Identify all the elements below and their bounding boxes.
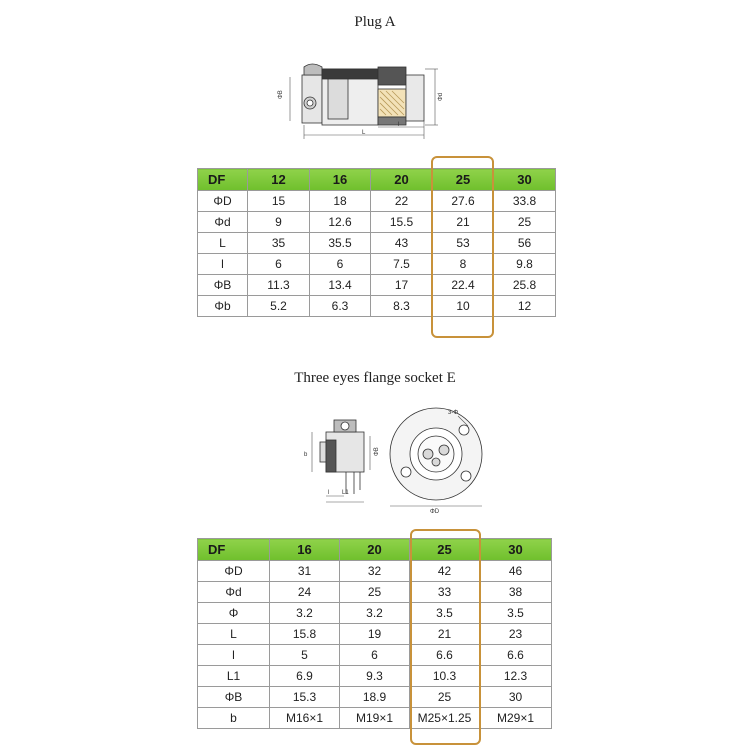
table-cell: 43: [371, 233, 433, 254]
table-row: [198, 582, 552, 603]
header-cell: 12: [248, 169, 310, 191]
header-cell: 20: [371, 169, 433, 191]
table-cell: 3.2: [270, 603, 340, 624]
table-cell: 9.8: [494, 254, 556, 275]
table-cell: M25×1.25: [410, 708, 480, 729]
row-label: Φ: [198, 603, 270, 624]
header-label: DF: [198, 169, 248, 191]
header-cell: 20: [340, 539, 410, 561]
table-cell: 6.6: [410, 645, 480, 666]
table-cell: 22.4: [433, 275, 494, 296]
socket-e-b-label: b: [304, 452, 308, 458]
table-row: [198, 561, 552, 582]
table-header-row: [198, 539, 552, 561]
table-row: [198, 603, 552, 624]
row-label: L: [198, 233, 248, 254]
table-cell: 6: [310, 254, 371, 275]
table-row: [198, 254, 556, 275]
table-cell: 6: [340, 645, 410, 666]
table-header-row: [198, 169, 556, 191]
header-label: DF: [198, 539, 270, 561]
socket-e-L1-label: L1: [342, 490, 349, 496]
table-cell: 5.2: [248, 296, 310, 317]
table-cell: 8.3: [371, 296, 433, 317]
row-label: ΦB: [198, 687, 270, 708]
table-cell: 6: [248, 254, 310, 275]
table-cell: 18.9: [340, 687, 410, 708]
table-cell: 11.3: [248, 275, 310, 296]
table-cell: 3.2: [340, 603, 410, 624]
plug-a-table: [197, 168, 556, 317]
header-cell: 16: [270, 539, 340, 561]
socket-e-table: [197, 538, 552, 729]
table-cell: 17: [371, 275, 433, 296]
plug-a-highlight-frame: [431, 156, 494, 338]
socket-e-title: Three eyes flange socket E: [294, 370, 456, 386]
plug-a-phid-label: Φd: [438, 92, 444, 101]
row-label: l: [198, 254, 248, 275]
table-cell: 25: [340, 582, 410, 603]
table-cell: M19×1: [340, 708, 410, 729]
table-cell: 3.5: [480, 603, 552, 624]
table-row: [198, 191, 556, 212]
table-cell: 15: [248, 191, 310, 212]
table-cell: M16×1: [270, 708, 340, 729]
table-cell: 5: [270, 645, 340, 666]
table-cell: 18: [310, 191, 371, 212]
table-cell: 9: [248, 212, 310, 233]
table-cell: 27.6: [433, 191, 494, 212]
row-label: ΦD: [198, 191, 248, 212]
header-cell: 16: [310, 169, 371, 191]
row-label: ΦB: [198, 275, 248, 296]
socket-e-holes-label: 3-Φ: [448, 410, 459, 416]
table-row: [198, 296, 556, 317]
socket-e-highlight-frame: [410, 529, 481, 745]
table-cell: 3.5: [410, 603, 480, 624]
row-label: Φb: [198, 296, 248, 317]
header-cell: 30: [480, 539, 552, 561]
table-row: [198, 708, 552, 729]
table-cell: 9.3: [340, 666, 410, 687]
table-cell: 15.3: [270, 687, 340, 708]
table-cell: 35: [248, 233, 310, 254]
table-cell: 12.6: [310, 212, 371, 233]
table-cell: 10.3: [410, 666, 480, 687]
table-cell: 38: [480, 582, 552, 603]
table-cell: 12.3: [480, 666, 552, 687]
socket-e-phib-label: ΦB: [374, 447, 380, 456]
table-cell: 53: [433, 233, 494, 254]
table-cell: 13.4: [310, 275, 371, 296]
table-cell: 10: [433, 296, 494, 317]
table-cell: 30: [480, 687, 552, 708]
table-cell: 22: [371, 191, 433, 212]
table-cell: 46: [480, 561, 552, 582]
table-cell: 31: [270, 561, 340, 582]
row-label: Φd: [198, 212, 248, 233]
table-row: [198, 275, 556, 296]
plug-a-title: Plug A: [354, 14, 396, 30]
header-cell: 25: [433, 169, 494, 191]
table-row: [198, 624, 552, 645]
table-cell: 25.8: [494, 275, 556, 296]
socket-e-phiD-label: ΦD: [430, 509, 440, 514]
table-cell: 35.5: [310, 233, 371, 254]
row-label: ΦD: [198, 561, 270, 582]
table-cell: 33.8: [494, 191, 556, 212]
header-cell: 25: [410, 539, 480, 561]
table-cell: 33: [410, 582, 480, 603]
table-cell: 56: [494, 233, 556, 254]
table-row: [198, 666, 552, 687]
table-cell: 23: [480, 624, 552, 645]
row-label: L: [198, 624, 270, 645]
table-row: [198, 687, 552, 708]
table-cell: 15.8: [270, 624, 340, 645]
row-label: b: [198, 708, 270, 729]
table-cell: 42: [410, 561, 480, 582]
table-cell: 24: [270, 582, 340, 603]
plug-a-drawing: [270, 55, 450, 145]
plug-a-phib-label: ΦB: [278, 90, 284, 99]
table-cell: 19: [340, 624, 410, 645]
header-cell: 30: [494, 169, 556, 191]
table-cell: 15.5: [371, 212, 433, 233]
table-row: [198, 645, 552, 666]
table-cell: 21: [433, 212, 494, 233]
table-row: [198, 233, 556, 254]
table-cell: 21: [410, 624, 480, 645]
socket-e-l-label: l: [328, 490, 330, 496]
table-cell: 6.9: [270, 666, 340, 687]
table-row: [198, 212, 556, 233]
table-cell: 6.6: [480, 645, 552, 666]
row-label: L1: [198, 666, 270, 687]
socket-e-drawing: [298, 402, 498, 514]
plug-a-l-label: l: [398, 122, 400, 128]
table-cell: 7.5: [371, 254, 433, 275]
table-cell: 25: [494, 212, 556, 233]
table-cell: 6.3: [310, 296, 371, 317]
table-cell: 8: [433, 254, 494, 275]
table-cell: M29×1: [480, 708, 552, 729]
row-label: Φd: [198, 582, 270, 603]
table-cell: 32: [340, 561, 410, 582]
table-cell: 25: [410, 687, 480, 708]
table-cell: 12: [494, 296, 556, 317]
plug-a-L-label: L: [362, 130, 366, 136]
row-label: l: [198, 645, 270, 666]
